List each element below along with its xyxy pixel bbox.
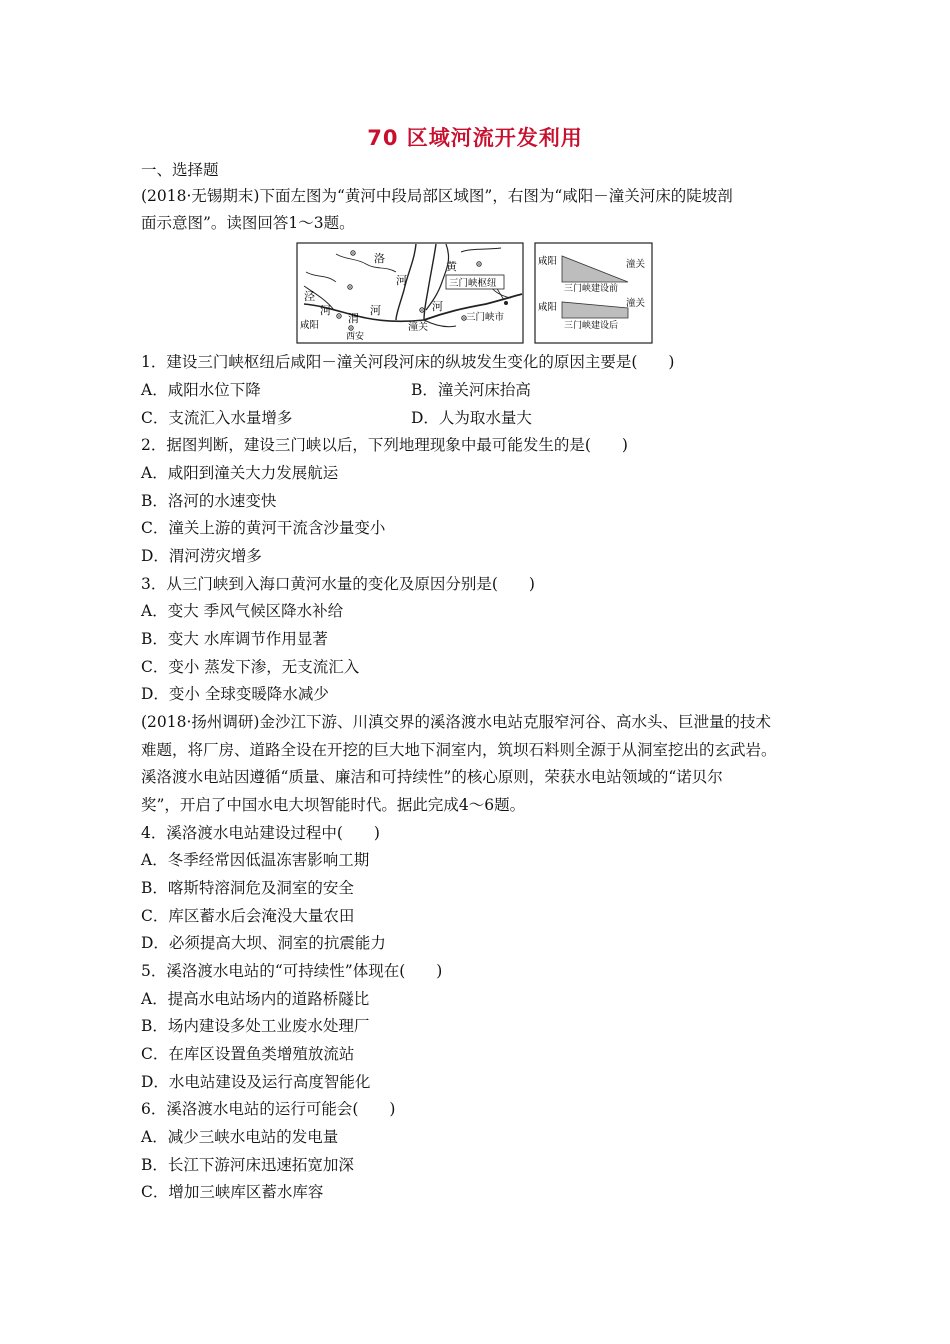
figure-svg (296, 242, 656, 346)
profile-top-caption: 三门峡建设前 (564, 284, 619, 294)
question-5-option-b: B．场内建设多处工业废水处理厂 (141, 1017, 370, 1035)
question-2-option-a: A．咸阳到潼关大力发展航运 (141, 464, 339, 482)
question-3-option-a: A．变大 季风气候区降水补给 (141, 602, 344, 620)
intro-paragraph-line: 溪洛渡水电站因遵循“质量、廉洁和可持续性”的核心原则，荣获水电站领域的“诺贝尔 (141, 768, 723, 786)
question-3-option-d: D．变小 全球变暖降水减少 (141, 685, 329, 703)
question-5-option-a: A．提高水电站场内的道路桥隧比 (141, 990, 370, 1008)
yellow-river-map (297, 243, 523, 343)
question-6-option-b: B．长江下游河床迅速拓宽加深 (141, 1156, 354, 1174)
map-label-huang: 黄 (446, 260, 457, 273)
question-3-option-b: B．变大 水库调节作用显著 (141, 630, 328, 648)
question-3-stem: 3．从三门峡到入海口黄河水量的变化及原因分别是( ) (141, 575, 535, 593)
map-label-xian: 西安 (346, 332, 365, 342)
figure-group (296, 242, 656, 350)
question-6-stem: 6．溪洛渡水电站的运行可能会( ) (141, 1100, 396, 1118)
map-label-tongguan: 潼关 (408, 322, 428, 333)
question-4-option-d: D．必须提高大坝、洞室的抗震能力 (141, 934, 386, 952)
page-title: 70 区域河流开发利用 (367, 126, 583, 150)
profile-bottom-left-label: 咸阳 (538, 302, 558, 313)
question-6-option-a: A．减少三峡水电站的发电量 (141, 1128, 339, 1146)
riverbed-profile-diagram (535, 243, 652, 343)
question-5-stem: 5．溪洛渡水电站的“可持续性”体现在( ) (141, 962, 443, 980)
question-1-stem: 1．建设三门峡枢纽后咸阳－潼关河段河床的纵坡发生变化的原因主要是( ) (141, 353, 675, 371)
intro-paragraph-line: (2018·扬州调研)金沙江下游、川滇交界的溪洛渡水电站克服窄河谷、高水头、巨泄量的技术 (141, 713, 771, 731)
question-1-option-d: D．人为取水量大 (411, 409, 532, 427)
map-label-sanmenxia-city: 三门峡市 (466, 312, 505, 323)
profile-top-right-label: 潼关 (626, 259, 646, 270)
map-label-he: 河 (370, 304, 381, 317)
map-label-xianyang: 咸阳 (300, 320, 320, 331)
question-2-option-d: D．渭河涝灾增多 (141, 547, 262, 565)
profile-bottom-right-label: 潼关 (626, 298, 646, 309)
question-1-option-c: C．支流汇入水量增多 (141, 409, 293, 427)
question-6-option-c: C．增加三峡库区蓄水库容 (141, 1183, 324, 1201)
question-4-option-a: A．冬季经常因低温冻害影响工期 (141, 851, 370, 869)
map-label-he: 河 (320, 304, 331, 317)
map-label-he: 河 (432, 300, 443, 313)
intro-paragraph-line: 难题，将厂房、道路全设在开挖的巨大地下洞室内，筑坝石料则全源于从洞室挖出的玄武岩。 (141, 741, 777, 759)
intro-paragraph-line: (2018·无锡期末)下面左图为“黄河中段局部区域图”，右图为“咸阳－潼关河床的陡坡剖 (141, 187, 733, 205)
section-heading: 一、选择题 (141, 161, 219, 179)
profile-top-left-label: 咸阳 (538, 256, 558, 267)
profile-bottom-caption: 三门峡建设后 (564, 321, 619, 331)
question-2-option-c: C．潼关上游的黄河干流含沙量变小 (141, 519, 386, 537)
question-2-stem: 2．据图判断，建设三门峡以后，下列地理现象中最可能发生的是( ) (141, 436, 628, 454)
question-3-option-c: C．变小 蒸发下渗，无支流汇入 (141, 658, 360, 676)
map-label-jing: 泾 (304, 290, 315, 303)
question-5-option-c: C．在库区设置鱼类增殖放流站 (141, 1045, 355, 1063)
intro-paragraph-line: 奖”，开启了中国水电大坝智能时代。据此完成4～6题。 (141, 796, 526, 814)
map-label-he: 河 (396, 274, 407, 287)
map-label-sanmenxia-hub: 三门峡枢纽 (449, 278, 497, 289)
question-4-option-c: C．库区蓄水后会淹没大量农田 (141, 907, 355, 925)
question-1-option-b: B．潼关河床抬高 (411, 381, 531, 399)
intro-paragraph-line: 面示意图”。读图回答1～3题。 (141, 214, 355, 232)
map-label-luo: 洛 (374, 252, 385, 265)
map-label-wei: 渭 (348, 312, 359, 325)
question-4-option-b: B．喀斯特溶洞危及洞室的安全 (141, 879, 354, 897)
question-2-option-b: B．洛河的水速变快 (141, 492, 277, 510)
question-5-option-d: D．水电站建设及运行高度智能化 (141, 1073, 371, 1091)
question-1-option-a: A．咸阳水位下降 (141, 381, 261, 399)
question-4-stem: 4．溪洛渡水电站建设过程中( ) (141, 824, 380, 842)
